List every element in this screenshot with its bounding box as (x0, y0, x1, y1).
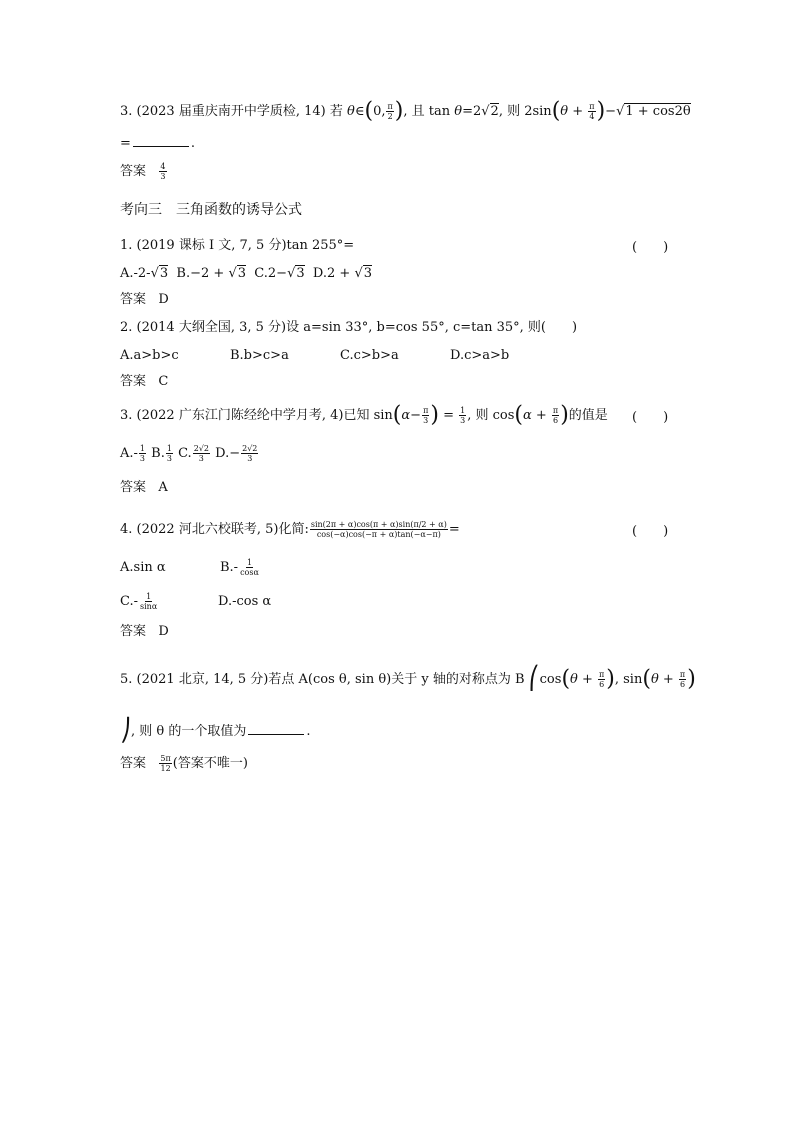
q5-answer-label: 答案 (120, 756, 147, 771)
q3b-value: 的值是 (568, 408, 608, 423)
q3b-opt-a-frac (139, 444, 146, 463)
q3b-answer-label: 答案 (120, 480, 147, 495)
q3a-text: 若 (329, 104, 343, 119)
q5-theta-plus: θ + (570, 672, 598, 687)
q4-opt-d-text: D.-cos α (218, 594, 272, 609)
q4-option-b[interactable] (220, 558, 261, 578)
q1-opt-c-root: 3 (296, 266, 305, 281)
q3a-mid: , 且 tan (403, 104, 451, 119)
q5-lparen2: ( (642, 666, 651, 692)
q4-opt-b-frac (239, 558, 260, 577)
q5-theta-plus2: θ + (650, 672, 678, 687)
q3b-opt-d-text: D.− (215, 446, 241, 461)
q1-answer-label: 答案 (120, 292, 147, 307)
q2-option-c[interactable]: C.c>b>a (340, 348, 399, 363)
q3b-alpha-minus: α− (401, 408, 422, 423)
q3a-then: , 则 2sin (498, 104, 552, 119)
q4-option-c[interactable] (120, 592, 159, 612)
q5-answer (120, 754, 248, 774)
q3a-plus: + (572, 104, 584, 119)
q4-opt-b-num: 1 (246, 558, 253, 567)
q3b-opt-a-num: 1 (139, 444, 146, 453)
q3a-line2 (120, 134, 195, 154)
q3b-opt-c-text: C. (178, 446, 192, 461)
q3b-opt-c-num: 2√2 (193, 444, 209, 453)
q3b-stem (120, 402, 608, 428)
q5-answer-frac (159, 754, 171, 773)
q1-source: (2019 课标 Ⅰ 文, 7, 5 分) (136, 238, 287, 253)
q3b-pi-over-6 (552, 406, 559, 425)
q4-opt-a-text: A.sin α (120, 560, 166, 575)
q3a-rparen: ) (394, 98, 404, 124)
q1-stem (120, 236, 354, 256)
q5-sin: , sin (614, 672, 643, 687)
q5-ans-den: 12 (160, 764, 171, 773)
q5-lparen: ( (561, 666, 571, 692)
q3a-answer-frac (159, 162, 166, 181)
q4-answer-label: 答案 (120, 624, 147, 639)
q3b-paren[interactable]: ( ) (632, 410, 669, 425)
q5-pi-over-6 (598, 670, 605, 689)
q3b-opt-c-den: 3 (198, 454, 204, 463)
q1-option-c[interactable]: C.2−√3 (254, 266, 305, 281)
q3b-six: 6 (553, 416, 559, 425)
q3b-opt-b-text: B. (151, 446, 165, 461)
q3b-one: 1 (460, 406, 466, 415)
q3b-alpha-plus: α + (522, 408, 551, 423)
q3b-then: , 则 cos (467, 408, 515, 423)
q3b-options (120, 444, 259, 464)
q5-label: 5. (120, 672, 133, 687)
q4-stem (120, 520, 460, 540)
q3a-lparen: ( (364, 98, 374, 124)
q3a-line1: 3. (2023 届重庆南开中学质检, 14) 若 θ∈(0, $\frac{\pi}{2}$ ), 且 tan θ=2√2, 则 2sin(θ + $\frac{\pi}{4}$ )−√1 + cos2θ (120, 98, 691, 124)
q3b-source: (2022 广东江门陈经纶中学月考, 4) (136, 408, 344, 423)
q3a-ans-den: 3 (160, 172, 166, 181)
q3b-opt-b-den: 3 (166, 454, 172, 463)
q3a-label: 3. (120, 104, 133, 119)
q1-opt-d-text: D.2 + (312, 266, 355, 281)
q5-big-rparen: ⎠ (120, 718, 131, 744)
q5-source: (2021 北京, 14, 5 分) (136, 672, 269, 687)
q5-rparen2: ) (687, 666, 696, 692)
q1-opt-d-root: 3 (363, 266, 373, 281)
q2-stem-text: 设 a=sin 33°, b=cos 55°, c=tan 35°, 则( ) (286, 320, 578, 335)
q3b-three2: 3 (460, 416, 466, 425)
q4-opt-b-text: B.- (220, 560, 239, 575)
q4-answer (120, 622, 169, 642)
q1-opt-c-text: C.2− (254, 266, 288, 281)
q3b-three: 3 (423, 416, 429, 425)
q1-opt-a-text: A.-2- (120, 266, 151, 281)
q3b-option-b[interactable] (151, 444, 174, 464)
q5-pi: π (599, 670, 605, 679)
q3b-pi-over-3 (422, 406, 429, 425)
q3a-eq2: =2 (462, 104, 482, 119)
q3b-opt-d-den: 3 (247, 454, 253, 463)
q3b-answer-value: A (158, 480, 168, 495)
q2-answer (120, 372, 168, 392)
q4-paren[interactable]: ( ) (632, 524, 669, 539)
q3b-opt-b-num: 1 (166, 444, 172, 453)
q3b-one-third (459, 406, 466, 425)
q3a-pi-over-4 (588, 102, 595, 121)
q1-label: 1. (120, 238, 133, 253)
q4-eq: = (448, 522, 460, 537)
q3a-answer (120, 162, 168, 182)
q3a-four: 4 (589, 112, 595, 121)
q3a-source: (2023 届重庆南开中学质检, 14) (136, 104, 326, 119)
q2-answer-label: 答案 (120, 374, 147, 389)
q3a-minus: − (605, 104, 617, 119)
q1-paren[interactable]: ( ) (632, 240, 669, 255)
q1-option-a[interactable]: A.-2-√3 (120, 266, 169, 281)
q4-opt-c-text: C.- (120, 594, 139, 609)
q4-opt-c-num: 1 (146, 592, 152, 601)
q3a-zero: 0 (373, 104, 382, 119)
q3b-lparen2: ( (514, 402, 523, 428)
q3a-answer-blank[interactable] (133, 134, 189, 147)
q3b-rparen: ) (430, 402, 439, 428)
q3b-opt-b-frac (166, 444, 173, 463)
q3a-rparen2: ) (596, 98, 606, 124)
q2-option-b[interactable]: B.b>c>a (230, 348, 289, 363)
q4-label: 4. (120, 522, 133, 537)
q3a-two: 2 (387, 112, 393, 121)
q3b-option-c[interactable] (178, 444, 211, 464)
q3b-answer (120, 478, 168, 498)
q3a-in: ∈ (354, 104, 365, 119)
q1-answer-value: D (158, 292, 169, 307)
section-title: 考向三 三角函数的诱导公式 (120, 202, 302, 218)
q3a-theta3: θ (560, 104, 569, 119)
q2-stem (120, 318, 577, 338)
q1-stem-text: tan 255°= (286, 238, 355, 253)
q4-opt-c-frac (139, 592, 158, 611)
q5-period: . (306, 724, 311, 739)
q2-answer-value: C (158, 374, 169, 389)
q4-answer-value: D (158, 624, 169, 639)
q5-pi2: π (679, 670, 686, 679)
q3b-option-a[interactable] (120, 444, 147, 464)
q3a-answer-label: 答案 (120, 164, 147, 179)
q1-opt-b-text: B.−2 + (176, 266, 229, 281)
q5-stem-text: 若点 A(cos θ, sin θ)关于 y 轴的对称点为 B (268, 672, 525, 687)
q3b-pi: π (423, 406, 429, 415)
q3b-eq: = (443, 408, 454, 423)
q3b-label: 3. (120, 408, 133, 423)
q5-stem (120, 666, 696, 692)
q4-source: (2022 河北六校联考, 5) (136, 522, 279, 537)
q1-answer (120, 290, 169, 310)
q3a-lparen2: ( (551, 98, 561, 124)
q2-label: 2. (120, 320, 133, 335)
q3b-rparen2: ) (560, 402, 569, 428)
q4-numerator: sin(2π + α)cos(π + α)sin(π/2 + α) (310, 520, 447, 529)
q5-answer-blank[interactable] (248, 722, 304, 735)
q5-six: 6 (599, 680, 605, 689)
q5-pi-over-6b (679, 670, 686, 689)
q4-denominator: cos(−α)cos(−π + α)tan(−α−π) (316, 530, 441, 539)
q3a-pi2: π (589, 102, 595, 111)
q3b-option-d[interactable] (215, 444, 259, 464)
q3b-opt-d-num: 2√2 (242, 444, 258, 453)
q5-ans-num: 5π (160, 754, 171, 763)
q4-option-a[interactable] (120, 558, 166, 578)
q5-ans-note: (答案不唯一) (172, 756, 248, 771)
q2-option-a[interactable]: A.a>b>c (120, 348, 179, 363)
q3a-pi-over-2 (386, 102, 393, 121)
q3a-theta2: θ (454, 104, 463, 119)
q4-opt-b-den: cosα (240, 568, 259, 577)
q4-simplify: 化简: (278, 522, 309, 537)
q3b-lparen: ( (392, 402, 402, 428)
q5-big-lparen: ⎛ (528, 666, 540, 692)
q3b-opt-a-den: 3 (139, 454, 146, 463)
q3a-ans-num: 4 (160, 162, 166, 171)
q3b-opt-d-frac (241, 444, 258, 463)
q5-rparen: ) (606, 666, 615, 692)
q3b-opt-a-text: A.- (120, 446, 138, 461)
q3a-theta: θ (347, 104, 355, 119)
q4-opt-c-den: sinα (140, 602, 158, 611)
q1-option-b[interactable]: B.−2 + √3 (176, 266, 247, 281)
q2-source: (2014 大纲全国, 3, 5 分) (136, 320, 287, 335)
q2-option-d[interactable]: D.c>a>b (450, 348, 510, 363)
q3a-pi: π (387, 102, 393, 111)
q3a-sqrt-expr: 1 + cos2θ (625, 104, 691, 119)
q1-option-d[interactable]: D.2 + √3 (312, 266, 373, 281)
q4-option-d[interactable] (218, 592, 271, 612)
q3a-period: . (190, 136, 196, 151)
q3b-opt-c-frac (193, 444, 210, 463)
q3b-pi2: π (552, 406, 559, 415)
q1-opt-a-root: 3 (159, 266, 169, 281)
q5-tail: , 则 θ 的一个取值为 (131, 724, 247, 739)
q4-fraction (310, 520, 448, 539)
q5-six2: 6 (680, 680, 686, 689)
q1-opt-b-root: 3 (237, 266, 247, 281)
q3a-sqrt2: 2 (490, 104, 499, 119)
q5-line2 (120, 718, 311, 744)
q3a-eq-blank: = (120, 136, 131, 151)
q1-options (120, 264, 372, 284)
q5-cos: cos (539, 672, 562, 687)
q3b-known: 已知 sin (343, 408, 393, 423)
